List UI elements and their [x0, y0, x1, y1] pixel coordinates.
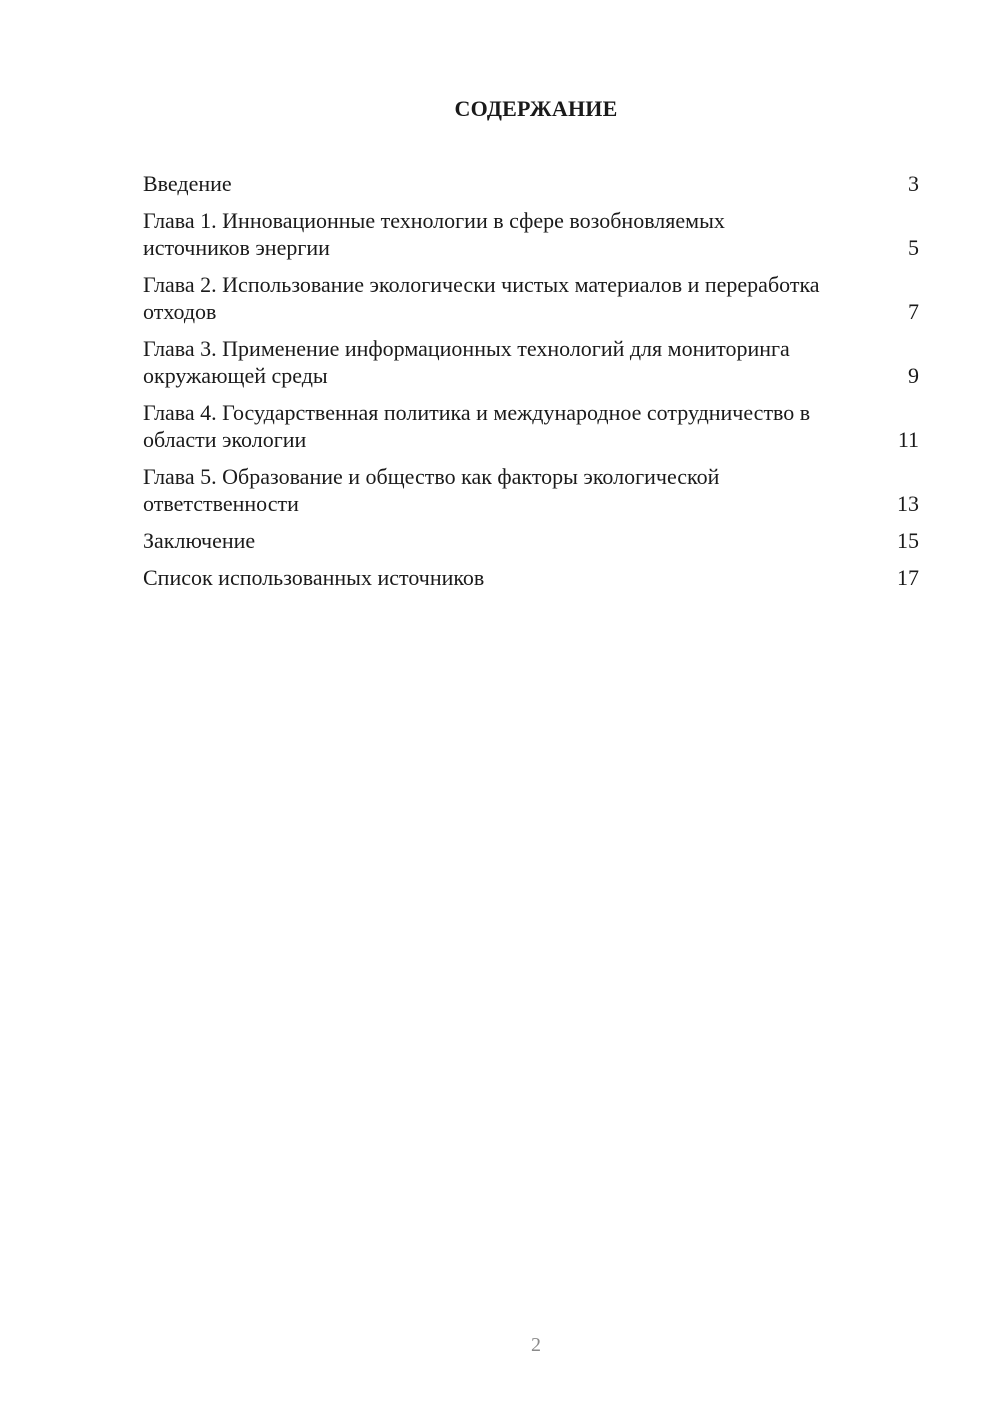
toc-entry-page: 9 — [908, 363, 919, 388]
toc-entry[interactable] — [143, 335, 919, 389]
toc-entry-label: Глава 3. Применение информационных технологий для мониторинга окружающей среды — [143, 336, 790, 388]
toc-entry-page: 3 — [908, 171, 919, 196]
toc-entry-label: Введение — [143, 171, 232, 196]
toc-entry[interactable] — [143, 463, 919, 517]
toc-entry-label: Глава 5. Образование и общество как факторы экологической ответственности — [143, 464, 720, 516]
toc-entry-page: 5 — [908, 235, 919, 260]
toc-title-text: СОДЕРЖАНИЕ — [454, 96, 618, 121]
toc-entry-label: Список использованных источников — [143, 565, 485, 590]
toc-entry[interactable] — [143, 564, 919, 591]
toc-entry-label: Заключение — [143, 528, 256, 553]
toc-entry-page: 11 — [897, 427, 919, 452]
toc-list — [143, 170, 919, 601]
page-number: 2 — [531, 1334, 541, 1356]
toc-entry[interactable] — [143, 271, 919, 325]
toc-entry-label: Глава 4. Государственная политика и международное сотрудничество в области экологии — [143, 400, 811, 452]
toc-title — [0, 96, 1000, 122]
toc-entry[interactable] — [143, 399, 919, 453]
toc-entry-label: Глава 2. Использование экологически чистых материалов и переработка отходов — [143, 272, 820, 324]
toc-entry-page: 17 — [897, 565, 919, 590]
toc-entry-page: 13 — [897, 491, 919, 516]
toc-entry[interactable] — [143, 207, 919, 261]
toc-entry-page: 7 — [908, 299, 919, 324]
toc-entry-label: Глава 1. Инновационные технологии в сфере возобновляемых источников энергии — [143, 208, 725, 260]
toc-entry[interactable] — [143, 170, 919, 197]
toc-entry-page: 15 — [897, 528, 919, 553]
toc-entry[interactable] — [143, 527, 919, 554]
